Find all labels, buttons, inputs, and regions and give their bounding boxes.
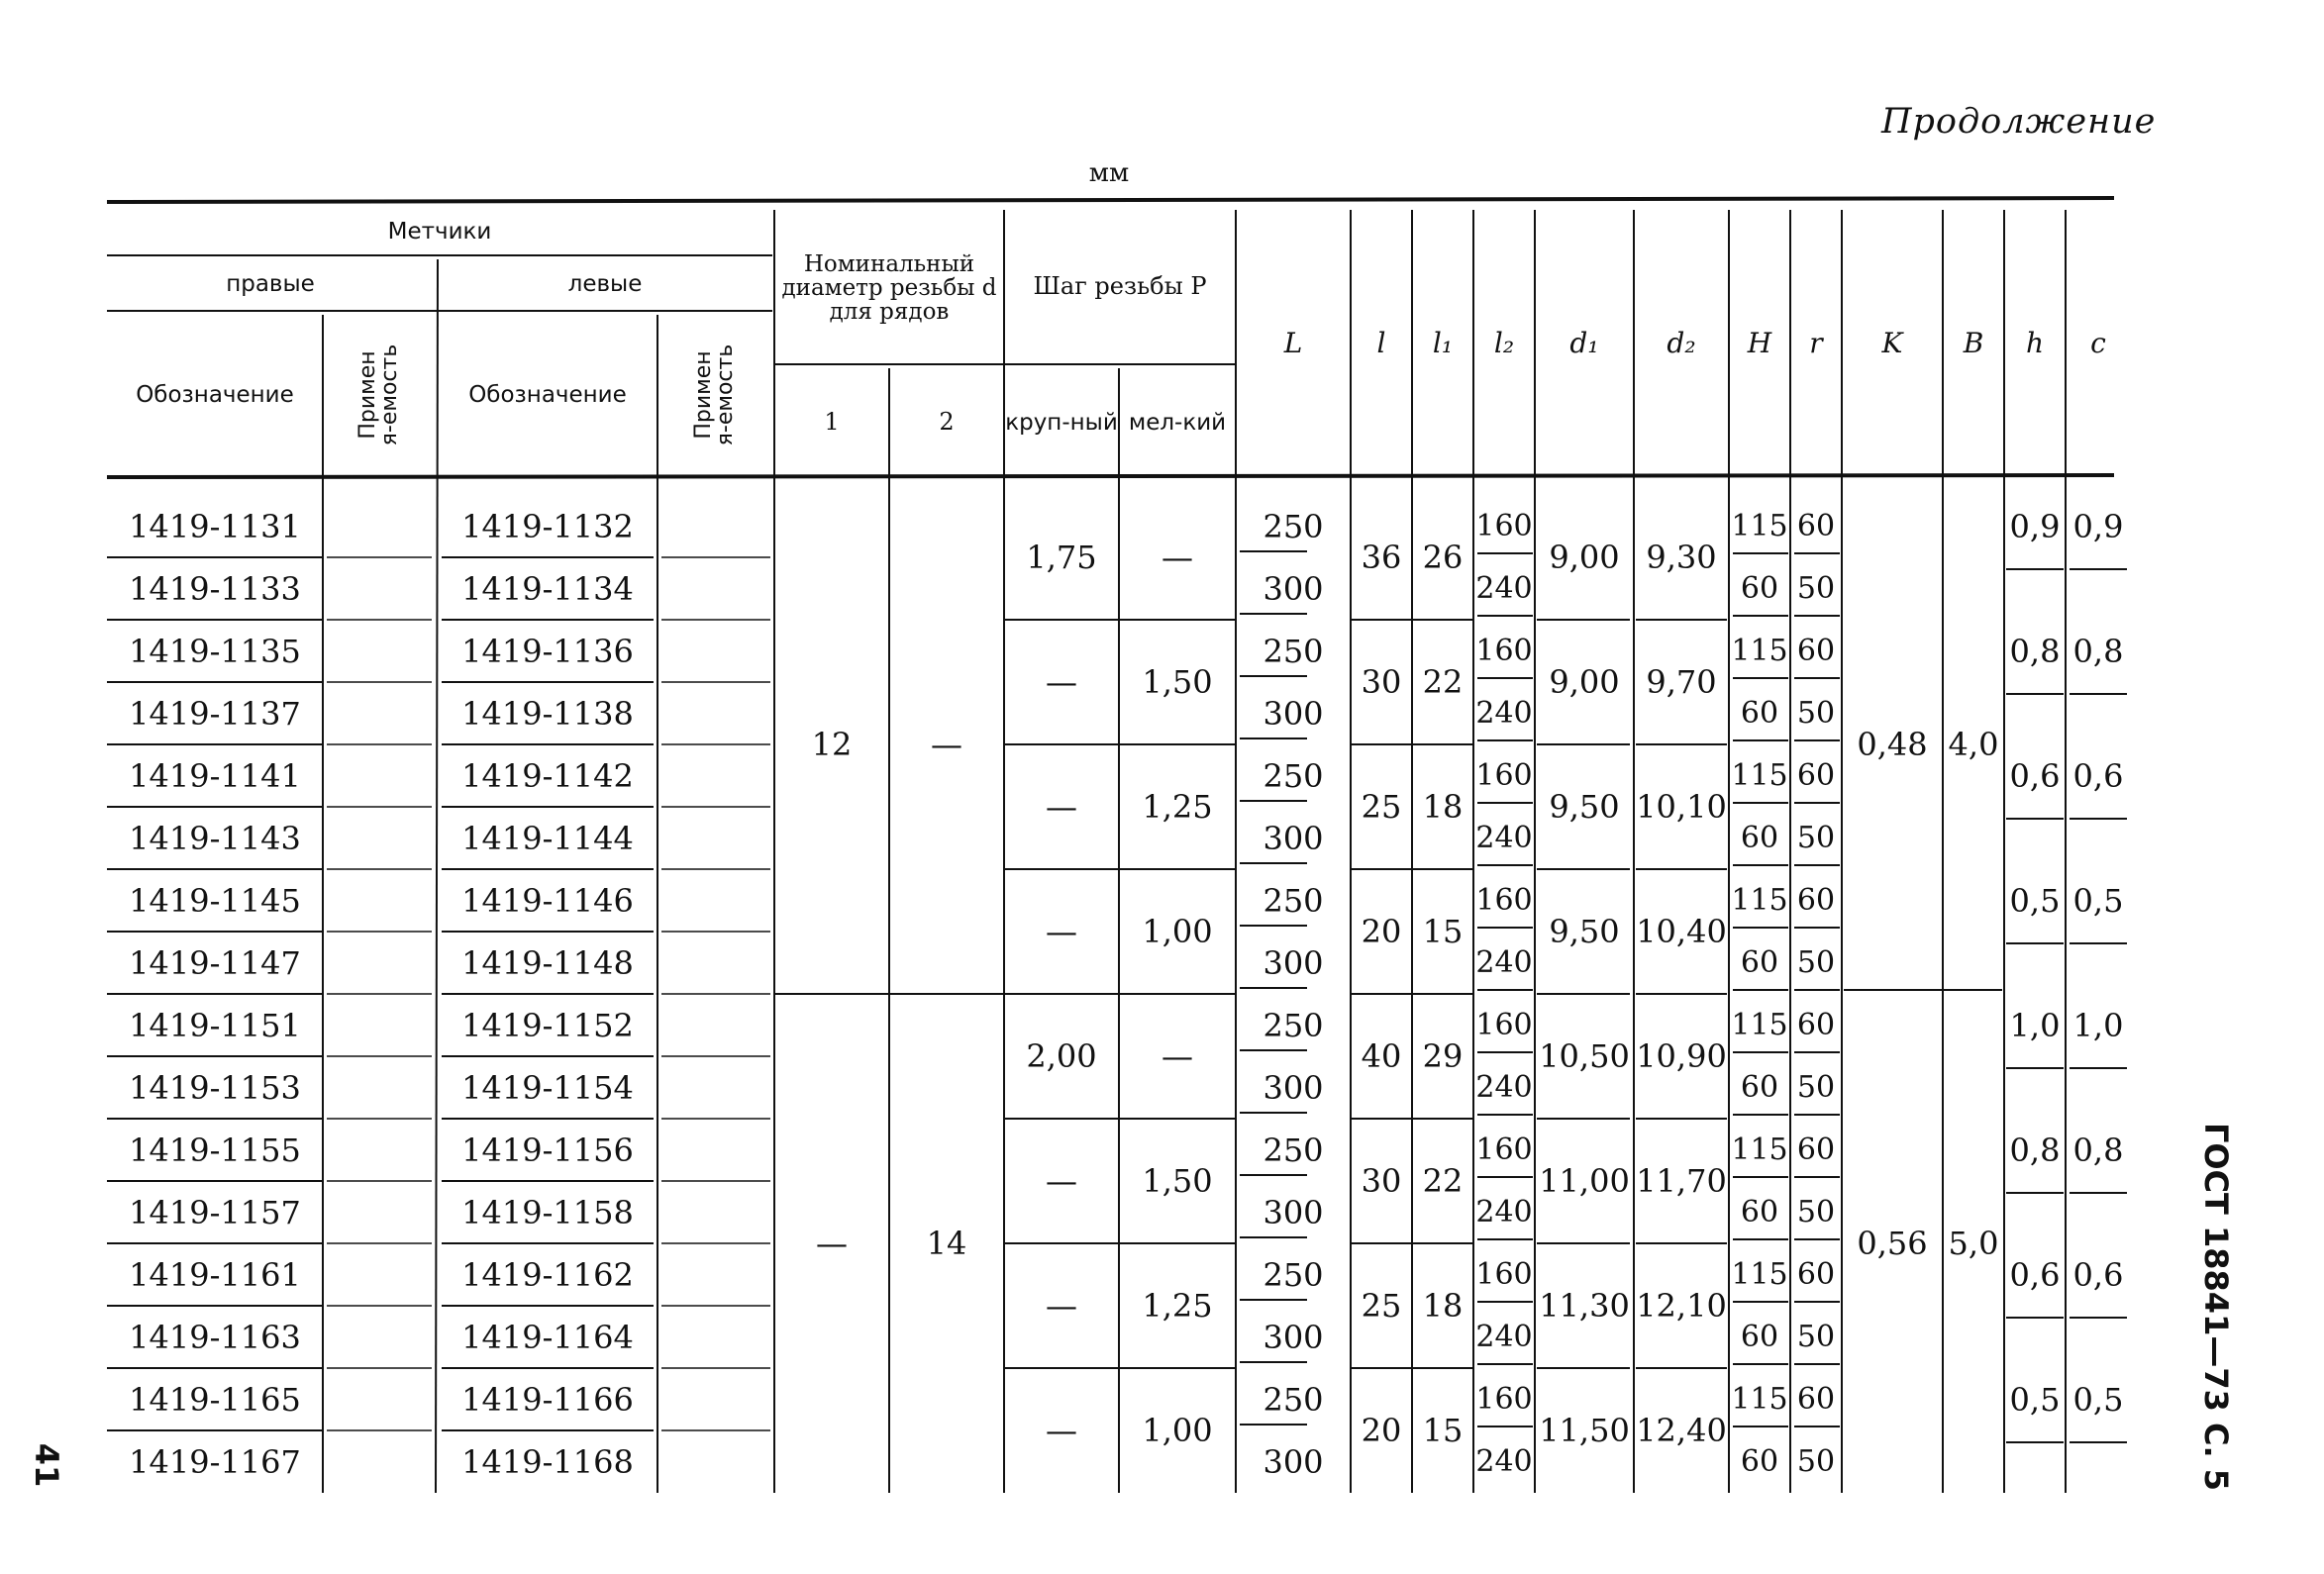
- designation-right: 1419-1165: [129, 1380, 301, 1419]
- header-applicability-right: [323, 315, 436, 475]
- designation-left: 1419-1164: [461, 1318, 634, 1356]
- dim-c: 0,8: [2072, 632, 2124, 670]
- dim-r: 60: [1796, 883, 1836, 918]
- pitch-fine: 1,00: [1142, 1412, 1213, 1449]
- length-L: 300: [1263, 694, 1324, 733]
- dim-H: 115: [1731, 1257, 1788, 1292]
- dim-B: 5,0: [1948, 1225, 1999, 1262]
- dim-r: 50: [1796, 571, 1836, 606]
- pitch-fine: 1,50: [1142, 663, 1213, 701]
- dim-r: 50: [1796, 1444, 1836, 1479]
- designation-right: 1419-1145: [129, 881, 301, 920]
- diameter-d1: 11,30: [1539, 1287, 1630, 1325]
- diameter-d2: 12,40: [1636, 1412, 1727, 1449]
- dim-c: 0,9: [2072, 507, 2124, 545]
- length-L: 300: [1263, 569, 1324, 608]
- table-top-rule: [107, 198, 2114, 202]
- designation-left: 1419-1134: [461, 569, 634, 608]
- length-l2: 240: [1475, 1444, 1533, 1479]
- dim-H: 60: [1740, 1320, 1779, 1354]
- diameter-d2: 9,70: [1646, 663, 1717, 701]
- dim-H: 115: [1731, 634, 1788, 668]
- dim-r: 50: [1796, 945, 1836, 980]
- length-L: 250: [1263, 1255, 1324, 1294]
- dim-H: 60: [1740, 945, 1779, 980]
- header-applicability-right-text: Примен я-емость: [355, 344, 402, 446]
- header-l1: l₁: [1432, 327, 1454, 360]
- dim-h: 0,5: [2009, 1380, 2061, 1419]
- pitch-coarse: —: [1046, 663, 1077, 701]
- header-l: l: [1376, 327, 1386, 360]
- dim-r: 50: [1796, 696, 1836, 731]
- dim-H: 115: [1731, 883, 1788, 918]
- dim-c: 1,0: [2072, 1006, 2124, 1044]
- length-l2: 240: [1475, 571, 1533, 606]
- header-l2: l₂: [1493, 327, 1515, 360]
- length-l2: 160: [1475, 883, 1533, 918]
- designation-right: 1419-1133: [129, 569, 301, 608]
- diameter-d2: 10,40: [1636, 913, 1727, 950]
- header-right: правые: [226, 270, 315, 297]
- length-l2: 160: [1475, 1008, 1533, 1042]
- header-d2: d₂: [1667, 327, 1696, 360]
- dim-r: 60: [1796, 634, 1836, 668]
- nominal-d-row2: —: [931, 726, 962, 763]
- designation-right: 1419-1141: [129, 756, 301, 795]
- designation-right: 1419-1161: [129, 1255, 301, 1294]
- designation-right: 1419-1163: [129, 1318, 301, 1356]
- dim-H: 60: [1740, 696, 1779, 731]
- designation-left: 1419-1138: [461, 694, 634, 733]
- length-l2: 160: [1475, 634, 1533, 668]
- dim-r: 50: [1796, 821, 1836, 855]
- dim-c: 0,5: [2072, 1380, 2124, 1419]
- dim-H: 60: [1740, 1070, 1779, 1105]
- header-B: B: [1963, 327, 1984, 360]
- header-coarse: круп-ный: [1005, 409, 1118, 436]
- diameter-d1: 9,50: [1549, 788, 1620, 826]
- length-L: 250: [1263, 1131, 1324, 1169]
- coef-K: 0,56: [1857, 1225, 1928, 1262]
- length-l2: 160: [1475, 1132, 1533, 1167]
- pitch-coarse: —: [1046, 1412, 1077, 1449]
- dim-c: 0,6: [2072, 1255, 2124, 1294]
- designation-left: 1419-1152: [461, 1006, 634, 1044]
- length-l1: 22: [1422, 1162, 1464, 1200]
- length-l1: 15: [1422, 913, 1464, 950]
- diameter-d1: 11,50: [1539, 1412, 1630, 1449]
- length-l2: 160: [1475, 1257, 1533, 1292]
- length-l2: 160: [1475, 509, 1533, 543]
- diameter-d2: 10,90: [1636, 1037, 1727, 1075]
- length-l: 36: [1361, 539, 1402, 576]
- designation-right: 1419-1153: [129, 1068, 301, 1107]
- diameter-d1: 10,50: [1539, 1037, 1630, 1075]
- dim-h: 0,8: [2009, 632, 2061, 670]
- designation-left: 1419-1156: [461, 1131, 634, 1169]
- dim-h: 0,6: [2009, 1255, 2061, 1294]
- header-K: K: [1881, 327, 1903, 360]
- dim-r: 60: [1796, 509, 1836, 543]
- dim-h: 0,5: [2009, 881, 2061, 920]
- designation-right: 1419-1157: [129, 1193, 301, 1231]
- dim-H: 60: [1740, 1195, 1779, 1230]
- standard-side-text: ГОСТ 18841—73 С. 5: [2197, 1122, 2235, 1492]
- dim-r: 60: [1796, 1008, 1836, 1042]
- designation-left: 1419-1146: [461, 881, 634, 920]
- dim-H: 60: [1740, 571, 1779, 606]
- header-L: L: [1283, 327, 1303, 360]
- designation-left: 1419-1162: [461, 1255, 634, 1294]
- designation-left: 1419-1142: [461, 756, 634, 795]
- length-l2: 240: [1475, 821, 1533, 855]
- length-L: 250: [1263, 881, 1324, 920]
- pitch-fine: —: [1162, 1037, 1193, 1075]
- header-row-2: 2: [939, 408, 955, 437]
- pitch-coarse: —: [1046, 913, 1077, 950]
- dim-H: 60: [1740, 1444, 1779, 1479]
- length-l1: 26: [1422, 539, 1464, 576]
- dim-H: 115: [1731, 509, 1788, 543]
- page-number-text: 41: [28, 1442, 65, 1488]
- designation-left: 1419-1154: [461, 1068, 634, 1107]
- length-l2: 240: [1475, 945, 1533, 980]
- length-L: 250: [1263, 756, 1324, 795]
- length-l2: 240: [1475, 1195, 1533, 1230]
- pitch-coarse: —: [1046, 1287, 1077, 1325]
- length-l2: 160: [1475, 1382, 1533, 1417]
- length-L: 250: [1263, 1006, 1324, 1044]
- length-l: 40: [1361, 1037, 1402, 1075]
- coef-K: 0,48: [1857, 726, 1928, 763]
- pitch-fine: 1,25: [1142, 1287, 1213, 1325]
- pitch-coarse: —: [1046, 1162, 1077, 1200]
- length-L: 300: [1263, 1318, 1324, 1356]
- designation-right: 1419-1151: [129, 1006, 301, 1044]
- diameter-d2: 11,70: [1636, 1162, 1727, 1200]
- dim-B: 4,0: [1948, 726, 1999, 763]
- header-taps: Метчики: [387, 219, 492, 246]
- pitch-fine: 1,25: [1142, 788, 1213, 826]
- header-h: h: [2025, 327, 2045, 360]
- designation-left: 1419-1168: [461, 1442, 634, 1481]
- dim-r: 50: [1796, 1320, 1836, 1354]
- length-l: 30: [1361, 1162, 1402, 1200]
- designation-right: 1419-1137: [129, 694, 301, 733]
- dim-r: 60: [1796, 758, 1836, 793]
- length-L: 300: [1263, 943, 1324, 982]
- header-r: r: [1809, 327, 1823, 360]
- header-H: H: [1747, 327, 1772, 360]
- dim-r: 50: [1796, 1195, 1836, 1230]
- dim-r: 60: [1796, 1257, 1836, 1292]
- dim-h: 1,0: [2009, 1006, 2061, 1044]
- nominal-d-row1: —: [816, 1225, 848, 1262]
- dim-H: 115: [1731, 1008, 1788, 1042]
- designation-right: 1419-1147: [129, 943, 301, 982]
- length-l2: 240: [1475, 1070, 1533, 1105]
- dim-H: 115: [1731, 758, 1788, 793]
- diameter-d1: 11,00: [1539, 1162, 1630, 1200]
- length-L: 300: [1263, 1193, 1324, 1231]
- header-nominal-diameter: Номинальный диаметр резьбы d для рядов: [781, 250, 997, 326]
- diameter-d2: 9,30: [1646, 539, 1717, 576]
- designation-left: 1419-1148: [461, 943, 634, 982]
- length-L: 300: [1263, 1068, 1324, 1107]
- nominal-d-row2: 14: [926, 1225, 967, 1262]
- length-l: 25: [1361, 1287, 1402, 1325]
- length-l2: 160: [1475, 758, 1533, 793]
- designation-left: 1419-1158: [461, 1193, 634, 1231]
- designation-right: 1419-1131: [129, 507, 301, 545]
- designation-right: 1419-1167: [129, 1442, 301, 1481]
- pitch-coarse: —: [1046, 788, 1077, 826]
- length-L: 300: [1263, 1442, 1324, 1481]
- pitch-fine: —: [1162, 539, 1193, 576]
- length-l: 20: [1361, 913, 1402, 950]
- dim-H: 115: [1731, 1382, 1788, 1417]
- pitch-coarse: 1,75: [1026, 539, 1097, 576]
- designation-left: 1419-1166: [461, 1380, 634, 1419]
- length-l2: 240: [1475, 696, 1533, 731]
- diameter-d2: 12,10: [1636, 1287, 1727, 1325]
- length-l: 30: [1361, 663, 1402, 701]
- pitch-coarse: 2,00: [1026, 1037, 1097, 1075]
- length-l1: 18: [1422, 1287, 1464, 1325]
- diameter-d1: 9,00: [1549, 663, 1620, 701]
- length-l1: 29: [1422, 1037, 1464, 1075]
- pitch-fine: 1,00: [1142, 913, 1213, 950]
- dim-c: 0,5: [2072, 881, 2124, 920]
- dim-h: 0,6: [2009, 756, 2061, 795]
- dim-c: 0,6: [2072, 756, 2124, 795]
- header-fine: мел-кий: [1128, 409, 1227, 436]
- header-c: c: [2090, 327, 2106, 360]
- dim-c: 0,8: [2072, 1131, 2124, 1169]
- designation-right: 1419-1155: [129, 1131, 301, 1169]
- diameter-d1: 9,50: [1549, 913, 1620, 950]
- length-L: 250: [1263, 632, 1324, 670]
- header-designation-left: Обозначение: [468, 381, 627, 408]
- length-l1: 18: [1422, 788, 1464, 826]
- length-L: 300: [1263, 819, 1324, 857]
- length-l: 25: [1361, 788, 1402, 826]
- unit-label: мм: [1088, 158, 1130, 188]
- diameter-d1: 9,00: [1549, 539, 1620, 576]
- header-d1: d₁: [1569, 327, 1599, 360]
- header-applicability-left-text: Примен я-емость: [691, 344, 738, 446]
- length-L: 250: [1263, 507, 1324, 545]
- header-applicability-left: [657, 315, 772, 475]
- designation-left: 1419-1132: [461, 507, 634, 545]
- dim-H: 115: [1731, 1132, 1788, 1167]
- diameter-d2: 10,10: [1636, 788, 1727, 826]
- designation-right: 1419-1135: [129, 632, 301, 670]
- header-pitch: Шаг резьбы P: [1033, 271, 1207, 300]
- continuation-label: Продолжение: [1881, 102, 2157, 142]
- dim-H: 60: [1740, 821, 1779, 855]
- dim-r: 50: [1796, 1070, 1836, 1105]
- header-left: левые: [567, 270, 643, 297]
- length-l1: 15: [1422, 1412, 1464, 1449]
- dim-r: 60: [1796, 1382, 1836, 1417]
- designation-left: 1419-1136: [461, 632, 634, 670]
- length-l: 20: [1361, 1412, 1402, 1449]
- pitch-fine: 1,50: [1142, 1162, 1213, 1200]
- nominal-d-row1: 12: [811, 726, 853, 763]
- dim-h: 0,9: [2009, 507, 2061, 545]
- dim-r: 60: [1796, 1132, 1836, 1167]
- length-l2: 240: [1475, 1320, 1533, 1354]
- dim-h: 0,8: [2009, 1131, 2061, 1169]
- length-l1: 22: [1422, 663, 1464, 701]
- length-L: 250: [1263, 1380, 1324, 1419]
- header-row-1: 1: [824, 408, 840, 437]
- header-designation-right: Обозначение: [136, 381, 294, 408]
- designation-right: 1419-1143: [129, 819, 301, 857]
- designation-left: 1419-1144: [461, 819, 634, 857]
